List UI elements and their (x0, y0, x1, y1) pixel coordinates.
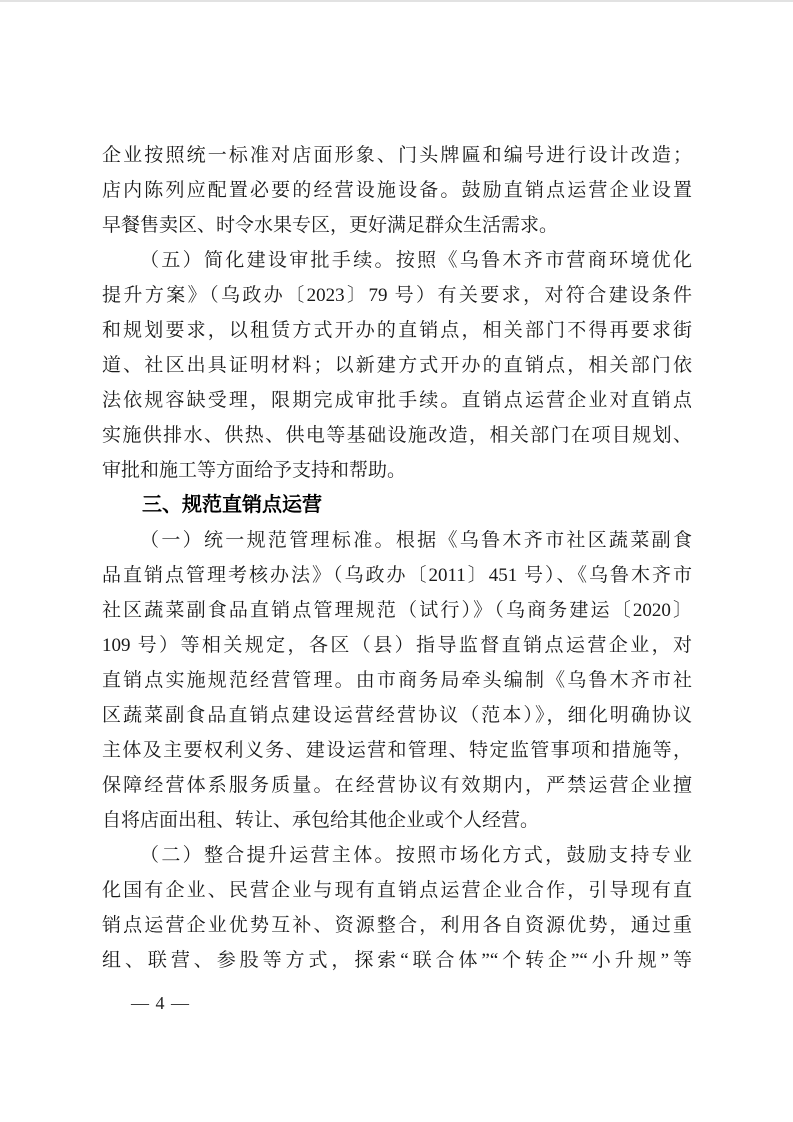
text-line: 早餐售卖区、时令水果专区，更好满足群众生活需求。 (102, 215, 559, 236)
text-line: 道、社区出具证明材料；以新建方式开办的直销点，相关部门依 (102, 355, 692, 376)
text-line: 和规划要求，以租赁方式开办的直销点，相关部门不得再要求街 (102, 320, 692, 341)
text-line: 109 号）等相关规定，各区（县）指导监督直销点运营企业，对 (102, 635, 692, 656)
text-line-paragraph-start: （一）统一规范管理标准。根据《乌鲁木齐市社区蔬菜副食 (140, 530, 692, 551)
text-line: 主体及主要权利义务、建设运营和管理、特定监管事项和措施等， (102, 740, 692, 761)
text-line: 区蔬菜副食品直销点建设运营经营协议（范本）》，细化明确协议 (102, 705, 692, 726)
text-line: 销点运营企业优势互补、资源整合，利用各自资源优势，通过重 (102, 915, 692, 936)
text-line: 实施供排水、供热、供电等基础设施改造，相关部门在项目规划、 (102, 425, 692, 446)
text-line: 企业按照统一标准对店面形象、门头牌匾和编号进行设计改造； (102, 145, 692, 166)
text-line: 品直销点管理考核办法》（乌政办〔2011〕451 号）、《乌鲁木齐市 (102, 565, 692, 586)
text-line: 自将店面出租、转让、承包给其他企业或个人经营。 (102, 810, 540, 831)
page-number: — 4 — (131, 993, 190, 1013)
text-line: 店内陈列应配置必要的经营设施设备。鼓励直销点运营企业设置 (102, 180, 692, 201)
text-line: 化国有企业、民营企业与现有直销点运营企业合作，引导现有直 (102, 880, 692, 901)
text-line: 保障经营体系服务质量。在经营协议有效期内，严禁运营企业擅 (102, 775, 692, 796)
section-heading: 三、规范直销点运营 (142, 494, 322, 516)
text-line: 直销点实施规范经营管理。由市商务局牵头编制《乌鲁木齐市社 (102, 670, 692, 691)
scan-edge-artifact (0, 0, 793, 2)
text-line: 提升方案》（乌政办〔2023〕79 号）有关要求，对符合建设条件 (102, 285, 692, 306)
text-line: 法依规容缺受理，限期完成审批手续。直销点运营企业对直销点 (102, 390, 692, 411)
text-line: 审批和施工等方面给予支持和帮助。 (102, 460, 407, 481)
text-line: 社区蔬菜副食品直销点管理规范（试行）》（乌商务建运〔2020〕 (102, 600, 692, 621)
text-line: 组、联营、参股等方式，探索“联合体”“个转企”“小升规”等 (102, 950, 692, 971)
text-line-paragraph-start: （五）简化建设审批手续。按照《乌鲁木齐市营商环境优化 (140, 250, 692, 271)
text-line-paragraph-start: （二）整合提升运营主体。按照市场化方式，鼓励支持专业 (140, 845, 692, 866)
document-body (102, 138, 692, 978)
